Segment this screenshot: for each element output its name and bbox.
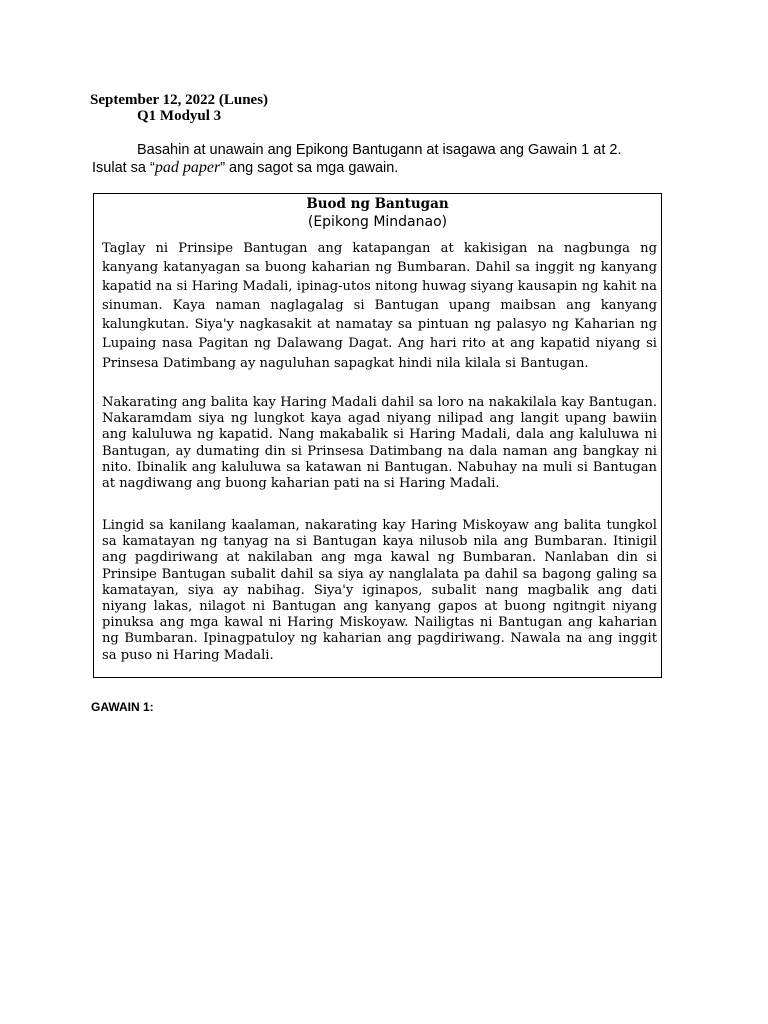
activity-label: GAWAIN 1:	[91, 700, 154, 714]
instructions-text: ” ang sagot sa mga gawain.	[220, 160, 399, 176]
story-subtitle: (Epikong Mindanao)	[307, 214, 448, 230]
module-heading: Q1 Modyul 3	[137, 108, 222, 124]
story-title: Buod ng Bantugan	[306, 196, 449, 212]
story-paragraph: Lingid sa kanilang kaalaman, nakarating kay Haring Miskoyaw ang balita tungkol sa kamatayan ng tanyag na si Bantugan kaya nilusob nila ang Bumbaran. Itinigil ang pagdiriwang at nakilaban ang mga kawal ng Bumbaran. Nanlaban din si Prinsipe Bantugan subalit dahil sa siya ay nanglalata pa dahil sa bagong galing sa kamatayan, siya ay nabihag. Siya'y iginapos, subalit nang magbalik ang dati niyang lakas, nilagot ni Bantugan ang kanyang gapos at buong ngitngit niyang pinuksa ang mga kawal ni Haring Miskoyaw. Nailigtas ni Bantugan ang kaharian ng Bumbaran. Ipinagpatuloy ng kaharian ang pagdiriwang. Nawala na ang inggit sa puso ni Haring Madali.	[102, 518, 657, 663]
instructions-emphasis: pad paper	[154, 159, 221, 176]
date-heading: September 12, 2022 (Lunes)	[90, 92, 269, 108]
story-paragraph: Taglay ni Prinsipe Bantugan ang katapangan at kakisigan na nagbunga ng kanyang katanyagan sa buong kaharian ng Bumbaran. Dahil sa inggit ng kanyang kapatid na si Haring Madali, ipinag-utos nitong huwag siyang kausapin ng kahit na sinuman. Kaya naman naglagalag si Bantugan upang maibsan ang kanyang kalungkutan. Siya'y nagkasakit at namatay sa pintuan ng palasyo ng Kaharian ng Lupaing nasa Pagitan ng Dalawang Dagat. Ang hari rito at ang kapatid niyang si Prinsesa Datimbang ay naguluhan sapagkat hindi nila kilala si Bantugan.	[102, 241, 657, 371]
instructions-line: Basahin at unawain ang Epikong Bantugann at isagawa ang Gawain 1 at 2.	[137, 142, 622, 158]
instructions-text: Isulat sa “	[92, 160, 155, 176]
instructions	[92, 142, 664, 177]
instructions-line	[92, 159, 664, 177]
story-paragraph: Nakarating ang balita kay Haring Madali dahil sa loro na nakakilala kay Bantugan. Nakaramdam siya ng lungkot kaya agad niyang nilipad ang langit upang bawiin ang kaluluwa ng kapatid. Nang makabalik si Haring Madali, dala ang kaluluwa ni Bantugan, ay dumating din si Prinsesa Datimbang na dala naman ang bangkay ni nito. Ibinalik ang kaluluwa sa katawan ni Bantugan. Nabuhay na muli si Bantugan at nagdiwang ang buong kaharian pati na si Haring Madali.	[102, 395, 657, 492]
story-summary-box	[93, 193, 662, 678]
